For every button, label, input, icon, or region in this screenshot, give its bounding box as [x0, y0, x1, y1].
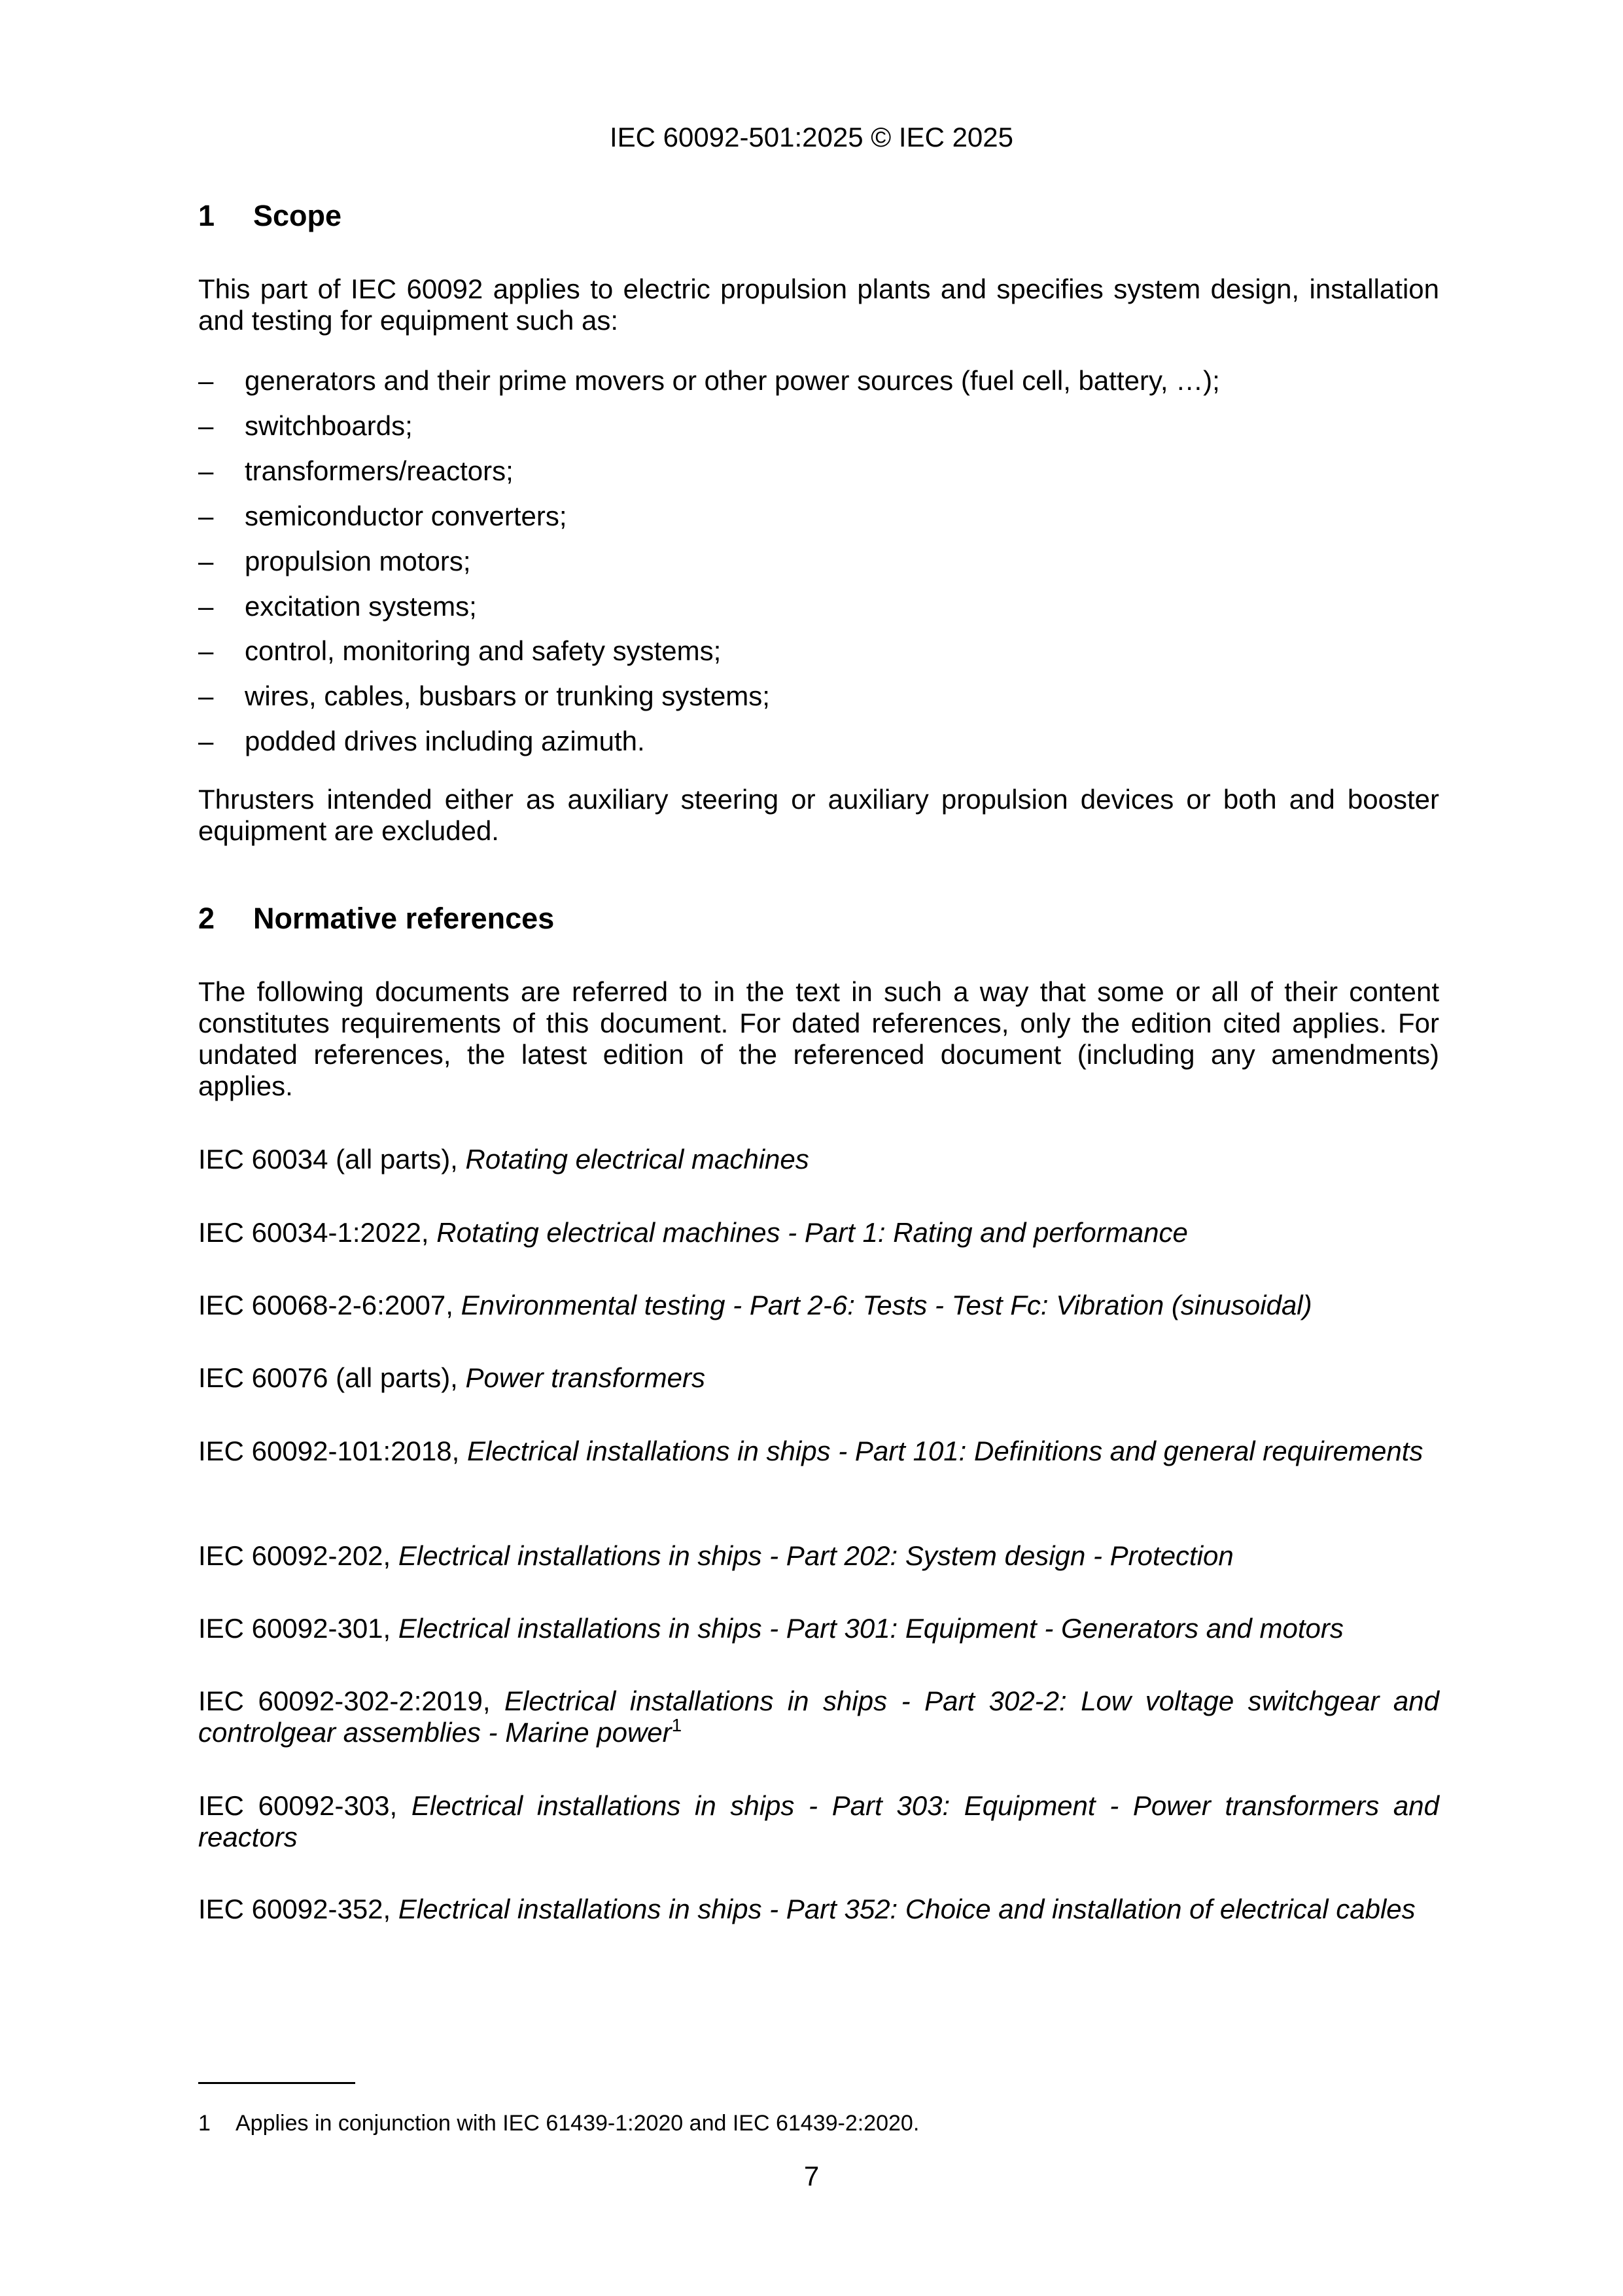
section-title: Scope [253, 199, 342, 232]
section-number: 2 [198, 902, 215, 935]
reference-title: Rotating electrical machines - Part 1: Rating and performance [436, 1217, 1188, 1248]
reference-id: IEC 60092-202, [198, 1540, 398, 1571]
list-item: – semiconductor converters; [198, 501, 567, 531]
reference-id: IEC 60092-303, [198, 1790, 411, 1821]
dash-bullet: – [198, 546, 214, 576]
reference-title: Rotating electrical machines [465, 1144, 809, 1174]
reference-id: IEC 60034-1:2022, [198, 1217, 437, 1248]
reference-id: IEC 60034 (all parts), [198, 1144, 466, 1174]
footnote-separator [198, 2082, 355, 2084]
page-number: 7 [803, 2161, 820, 2191]
section-number: 1 [198, 199, 215, 232]
reference-entry [198, 1362, 1439, 1394]
footnote-text: Applies in conjunction with IEC 61439-1:2020 and IEC 61439-2:2020. [236, 2111, 920, 2136]
dash-bullet: – [198, 635, 214, 666]
section-heading-normative-references [198, 900, 554, 937]
reference-id: IEC 60068-2-6:2007, [198, 1290, 461, 1320]
reference-title: Power transformers [465, 1362, 705, 1393]
section-heading-scope [198, 198, 341, 234]
list-item: – podded drives including azimuth. [198, 726, 645, 756]
page-header: IEC 60092-501:2025 © IEC 2025 [609, 122, 1014, 152]
reference-entry [198, 1613, 1439, 1644]
dash-bullet: – [198, 365, 214, 396]
reference-id: IEC 60092-302-2:2019, [198, 1686, 504, 1716]
dash-bullet: – [198, 501, 214, 531]
dash-bullet: – [198, 591, 214, 622]
reference-title: Electrical installations in ships - Part 301: Equipment - Generators and motors [398, 1613, 1344, 1644]
reference-title: Environmental testing - Part 2-6: Tests - Test Fc: Vibration (sinusoidal) [461, 1290, 1312, 1320]
reference-id: IEC 60076 (all parts), [198, 1362, 466, 1393]
reference-entry [198, 1144, 1439, 1175]
reference-id: IEC 60092-301, [198, 1613, 398, 1644]
list-item: – excitation systems; [198, 591, 477, 622]
reference-entry [198, 1217, 1439, 1248]
reference-entry [198, 1540, 1439, 1572]
list-item: – switchboards; [198, 410, 413, 441]
scope-closing-paragraph: Thrusters intended either as auxiliary steering or auxiliary propulsion devices or both and booster equipment are excluded. [198, 784, 1439, 846]
reference-title: Electrical installations in ships - Part 101: Definitions and general requirements [466, 1436, 1423, 1466]
footnote-marker[interactable]: 1 [671, 1715, 682, 1735]
reference-title: Electrical installations in ships - Part 352: Choice and installation of electrical cables [398, 1894, 1416, 1924]
list-item: – generators and their prime movers or other power sources (fuel cell, battery, …); [198, 365, 1220, 396]
list-item: – wires, cables, busbars or trunking systems; [198, 680, 770, 711]
scope-intro-paragraph: This part of IEC 60092 applies to electric propulsion plants and specifies system design, installation and testing for equipment such as: [198, 274, 1439, 336]
dash-bullet: – [198, 680, 214, 711]
list-item: – control, monitoring and safety systems; [198, 635, 722, 666]
reference-title: Electrical installations in ships - Part 303: Equipment - Power transformers and reactors [198, 1790, 1440, 1852]
reference-entry [198, 1790, 1439, 1853]
reference-entry [198, 1894, 1439, 1925]
list-item: – propulsion motors; [198, 546, 471, 576]
reference-entry [198, 1686, 1439, 1748]
reference-title: Electrical installations in ships - Part 202: System design - Protection [398, 1540, 1234, 1571]
reference-id: IEC 60092-101:2018, [198, 1436, 467, 1466]
reference-entry [198, 1290, 1439, 1321]
dash-bullet: – [198, 726, 214, 756]
reference-entry [198, 1436, 1439, 1467]
reference-id: IEC 60092-352, [198, 1894, 398, 1924]
list-item: – transformers/reactors; [198, 455, 514, 486]
dash-bullet: – [198, 410, 214, 441]
footnote [198, 2110, 919, 2136]
reference-title: Electrical installations in ships - Part 302-2: Low voltage switchgear and controlgear assemblies - Marine power [198, 1686, 1440, 1748]
section-title: Normative references [253, 902, 555, 935]
normative-intro-paragraph: The following documents are referred to in the text in such a way that some or all of their content constitutes requirements of this document. For dated references, only the edition cited applies. For undated references, the latest edition of the referenced document (including any amendments) applies. [198, 976, 1439, 1101]
dash-bullet: – [198, 455, 214, 486]
footnote-number: 1 [198, 2111, 211, 2136]
